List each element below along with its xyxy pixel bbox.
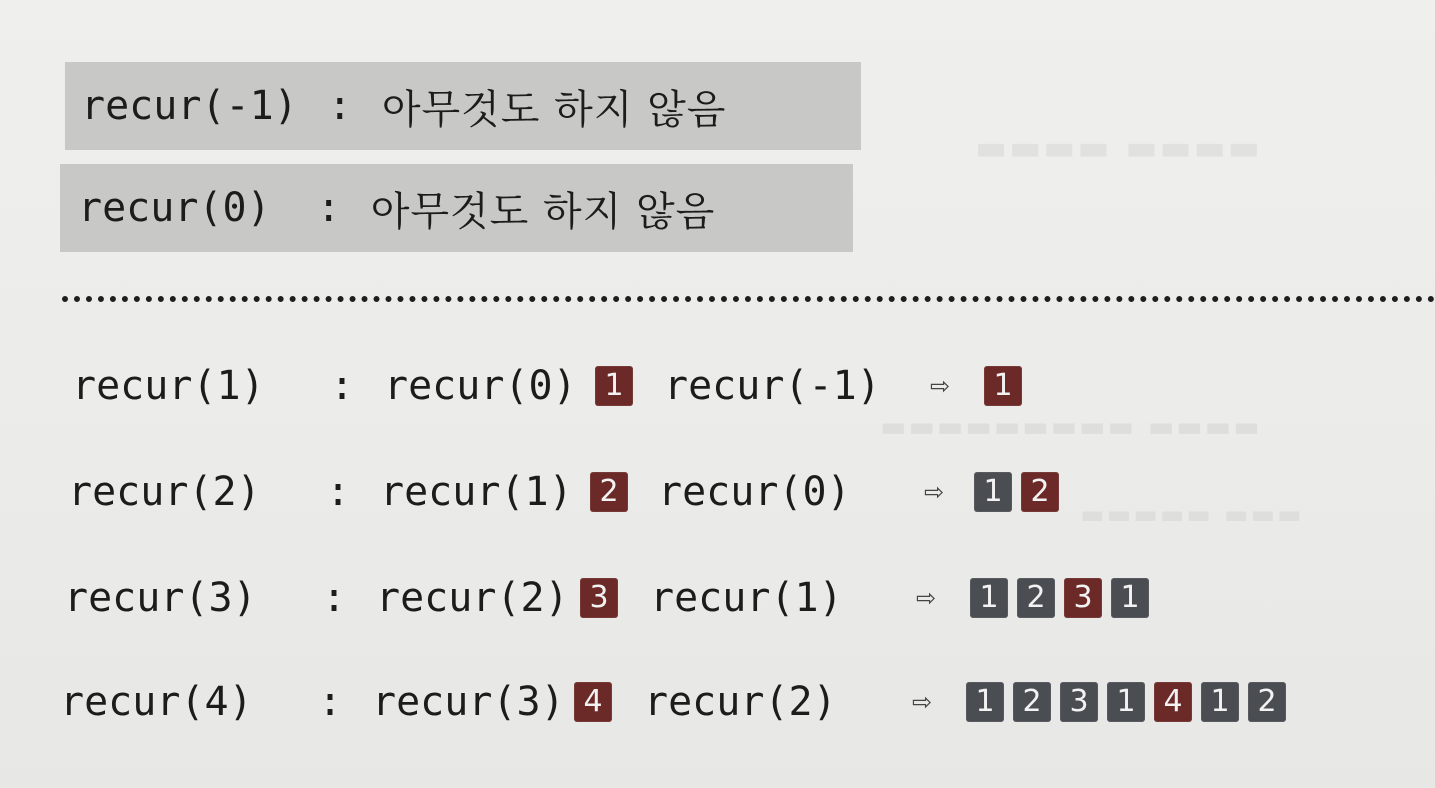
output-sequence	[984, 366, 1022, 406]
colon-separator: :	[327, 83, 352, 129]
result-arrow-icon: ⇨	[912, 688, 933, 716]
result-arrow-icon: ⇨	[930, 372, 951, 400]
print-value-badge: 1	[595, 366, 633, 406]
colon-separator: :	[326, 469, 351, 515]
output-value-badge: 2	[1013, 682, 1051, 722]
dotted-divider	[62, 296, 1435, 302]
output-sequence	[974, 472, 1059, 512]
bleed-through-shadow: ▬▬▬▬▬▬▬▬▬ ▬▬▬▬	[880, 410, 1262, 443]
output-value-badge: 1	[974, 472, 1012, 512]
note-description: 아무것도 하지 않음	[381, 86, 727, 133]
right-recursive-call: recur(-1)	[664, 363, 881, 409]
output-value-badge: 3	[1060, 682, 1098, 722]
right-recursive-call: recur(1)	[650, 575, 843, 621]
left-recursive-call: recur(0)	[384, 363, 577, 409]
row-function-label: recur(4)	[60, 679, 253, 725]
function-call-label: recur(-1)	[81, 83, 298, 129]
right-recursive-call: recur(0)	[658, 469, 851, 515]
print-value-badge: 3	[580, 578, 618, 618]
recursion-row-3	[64, 568, 1364, 628]
function-call-label: recur(0)	[78, 185, 271, 231]
colon-separator: :	[316, 185, 341, 231]
row-function-label: recur(1)	[72, 363, 265, 409]
row-function-label: recur(2)	[68, 469, 261, 515]
recursion-row-1	[72, 356, 1372, 416]
colon-separator: :	[330, 363, 355, 409]
print-value-badge: 4	[574, 682, 612, 722]
left-recursive-call: recur(2)	[376, 575, 569, 621]
bleed-through-shadow: ▬▬▬▬▬ ▬▬▬	[1080, 500, 1304, 530]
print-value-badge: 2	[590, 472, 628, 512]
output-sequence	[970, 578, 1149, 618]
output-value-badge: 1	[966, 682, 1004, 722]
output-value-badge: 1	[1107, 682, 1145, 722]
output-value-badge: 1	[1201, 682, 1239, 722]
bleed-through-shadow: ▬▬▬▬ ▬▬▬▬	[975, 128, 1262, 168]
colon-separator: :	[318, 679, 343, 725]
output-value-badge: 3	[1064, 578, 1102, 618]
recursion-row-4	[60, 672, 1360, 732]
note-box-recur-0	[60, 164, 853, 252]
output-value-badge: 1	[970, 578, 1008, 618]
left-recursive-call: recur(1)	[380, 469, 573, 515]
output-value-badge: 2	[1017, 578, 1055, 618]
right-recursive-call: recur(2)	[644, 679, 837, 725]
note-description: 아무것도 하지 않음	[370, 188, 716, 235]
output-sequence	[966, 682, 1286, 722]
output-value-badge: 1	[1111, 578, 1149, 618]
left-recursive-call: recur(3)	[372, 679, 565, 725]
output-value-badge: 1	[984, 366, 1022, 406]
result-arrow-icon: ⇨	[924, 478, 945, 506]
note-box-recur-minus-1	[65, 62, 861, 150]
output-value-badge: 4	[1154, 682, 1192, 722]
colon-separator: :	[322, 575, 347, 621]
output-value-badge: 2	[1021, 472, 1059, 512]
recursion-row-2	[68, 462, 1368, 522]
output-value-badge: 2	[1248, 682, 1286, 722]
row-function-label: recur(3)	[64, 575, 257, 621]
result-arrow-icon: ⇨	[916, 584, 937, 612]
